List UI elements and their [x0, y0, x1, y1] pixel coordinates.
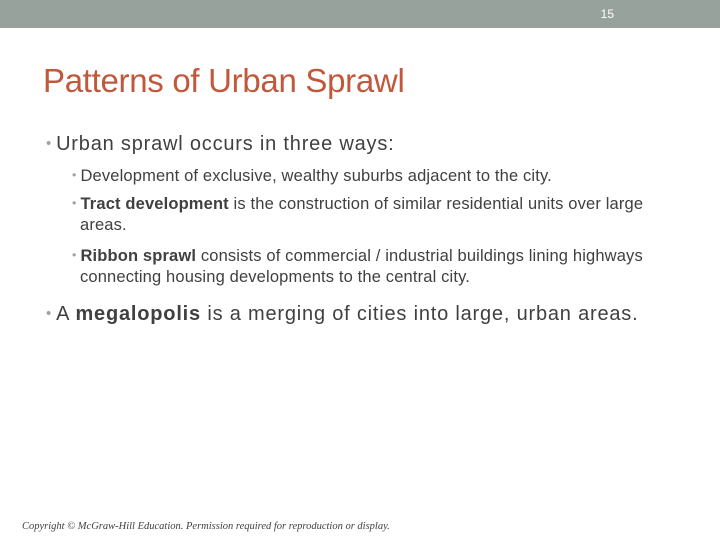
sub-bullet-tract-development: [72, 194, 680, 237]
term-megalopolis: megalopolis: [75, 303, 201, 325]
bullet-text-pre: A: [56, 303, 76, 325]
sub-bullet-text: Development of exclusive, wealthy suburbs adjacent to the city.: [80, 167, 552, 185]
bullet-dot-icon: •: [46, 305, 53, 322]
slide-number: 15: [600, 7, 614, 21]
bullet-dot-icon: •: [72, 196, 77, 210]
sub-bullet-suburbs: [72, 166, 680, 187]
bullet-megalopolis: [46, 302, 678, 328]
slide-title: Patterns of Urban Sprawl: [43, 62, 405, 99]
bullet-dot-icon: •: [72, 168, 77, 182]
copyright-footer: Copyright © McGraw-Hill Education. Permission required for reproduction or display.: [22, 521, 390, 532]
sub-bullet-text: consists of commercial / industrial buildings lining highways connecting housing developments to the central city.: [80, 247, 643, 287]
bullet-dot-icon: •: [46, 135, 53, 152]
bullet-text: Urban sprawl occurs in three ways:: [56, 133, 395, 155]
sub-bullet-text: is the construction of similar residential units over large areas.: [80, 195, 644, 235]
sub-bullet-ribbon-sprawl: [72, 246, 680, 289]
header-bar: [0, 0, 720, 28]
term-tract-development: Tract development: [80, 195, 229, 213]
bullet-urban-sprawl: [46, 132, 678, 158]
bullet-dot-icon: •: [72, 248, 77, 262]
term-ribbon-sprawl: Ribbon sprawl: [80, 247, 197, 265]
bullet-text-rest: is a merging of cities into large, urban areas.: [200, 303, 639, 325]
